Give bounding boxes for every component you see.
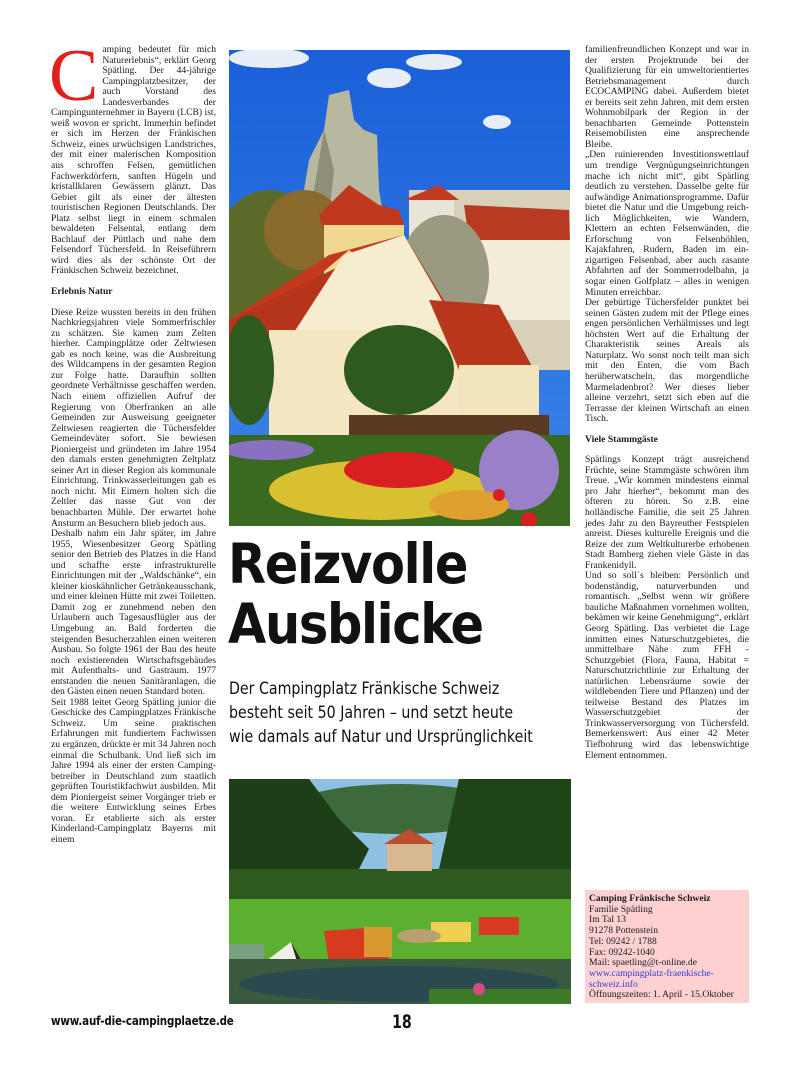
footer-url: www.auf-die-campingplaetze.de bbox=[51, 1014, 234, 1028]
subhead-line-1: Der Campingplatz Fränkische Schweiz bbox=[229, 679, 500, 698]
info-box-mail: Mail: spaetling@t-online.de bbox=[589, 957, 697, 969]
contact-info-box bbox=[585, 890, 749, 1003]
subheadline bbox=[229, 677, 556, 749]
info-box-phone: Tel: 09242 / 1788 bbox=[589, 935, 657, 947]
village-photo-illustration bbox=[229, 50, 570, 526]
subheading-erlebnis-natur: Erlebnis Natur bbox=[51, 286, 113, 298]
info-box-website-link[interactable] bbox=[589, 969, 745, 990]
page-number: 18 bbox=[392, 1011, 412, 1033]
paragraph: Der gebürtige Tüchersfelder punktet bei seinen Gästen zudem mit der Pflege eines engen persönlichen Verhältnisses und legt höchsten Wert auf die Erhaltung der Charakteristik seines Areals als Naturplatz. Wo sonst noch teilt man sich mit den Enten, die vom Bach herüberwatscheln, das morgendliche Marmeladenbrot? Wer dieses lieber alleine verzehrt, setzt sich eben auf die Terrasse der kleinen Wirtschaft an einen Tisch. bbox=[585, 297, 749, 425]
subhead-line-3: wie damals auf Natur und Ursprünglichkeit bbox=[229, 727, 533, 746]
article-column-right bbox=[585, 45, 749, 761]
info-box-hours: Öffnungszeiten: 1. April - 15.Oktober bbox=[589, 989, 734, 1001]
article-column-left bbox=[49, 35, 216, 845]
info-box-family: Familie Spätling bbox=[589, 903, 653, 915]
info-box-city: 91278 Pottenstein bbox=[589, 925, 659, 937]
website-line-2: schweiz.info bbox=[589, 978, 638, 990]
headline-line-2: Ausblicke bbox=[228, 592, 483, 656]
subhead-line-2: besteht seit 50 Jahren – und setzt heute bbox=[229, 703, 514, 722]
paragraph: Deshalb nahm ein Jahr später, im Jahre 1955, Wiesenbesitzer Georg Spätling senior den Betrieb des Platzes in die Hand und schaffte erste infrastrukturelle Einrichtungen mit der „Waldschänke“, ein kleiner kioskähnlicher Getränkeausschank, und einer kleinen Hütte mit zwei Toiletten. Damit zog er zunehmend neben den Urlaubern auch Tagesausflügler aus der Umgebung an. Bald forderten die steigenden Besucherzahlen einen weiteren Ausbau. So folgte 1961 der Bau des heute noch existierenden Wirtschaftsgebäudes mit Aufenthalts- und Gastraum. 1977 entstanden die neuen Sanitäranlagen, die den Gästen einen neuen Standard boten. bbox=[51, 528, 216, 698]
info-box-title: Camping Fränkische Schweiz bbox=[589, 893, 711, 904]
intro-paragraph: Camping bedeutet für mich Naturerlebnis“, erklärt Georg Spätling. Der 44-jährige Campingplatzbesitzer, der auch Vorstand des Landesverbandes der Campingunternehmer in Bayern (LCB) ist, weiß wovon er spricht. Immerhin befindet er sich im Herzen der Fränkischen Schweiz, eines urwüchsigen Landstriches, der mit einer malerischen Komposition aus schroffen Felsen, gemütlichen Fachwerkdörfern, sanften Hügeln und kristallklaren Gewässern glänzt. Das Gebiet gilt als einer der ältesten touristischen Regionen Deutschlands. Der Platz selbst liegt in einem schmalen bewaldeten Felsental, entlang dem Bachlauf der Püttlach und nahe dem Felsendorf Tüchersfeld. In Reiseführern wird dies als der schönste Ort der Fränkischen Schweiz bezeichnet. bbox=[49, 35, 216, 277]
paragraph: Spätlings Konzept trägt ausreichend Früchte, seine Stammgäste schwören ihm Treue. „Wir kommen mindestens einmal pro Jahr hierher“, bekommt man des öfteren zu hören. So z.B. eine holländische Familie, die seit 25 Jahren jedes Jahr zu den Bayreuther Festspielen anreist. Dieses kulturelle Ereignis und die Reize der zum Weltkulturerbe erhobenen Stadt Bamberg ziehen viele Gäste in das Frankenidyll. bbox=[585, 454, 749, 571]
website-line-1: www.campingplatz-fraenkische- bbox=[589, 967, 714, 979]
subheading-viele-stammgaeste: Viele Stammgäste bbox=[585, 433, 658, 445]
paragraph: familienfreundlichen Konzept und war in der ersten Projektrunde bei der Qualifizierung für ein umweltorientiertes Betriebsmanagement durch ECOCAMPING dabei. Außerdem bietet er bereits seit zehn Jahren, mit dem ersten Wohnmobilpark der Region in der benachbarten Gemeinde Pottenstein Reisemobilisten eine ansprechende Bleibe. bbox=[585, 44, 749, 150]
drop-cap: C bbox=[49, 35, 99, 117]
paragraph: Diese Reize wussten bereits in den frühen Nachkriegsjahren viele Sommerfrischler zu schätzen. Sie kamen zum Zelten hierher. Campingplätze oder Zeltwiesen gab es noch keine, was die Ausbreitung des Wildcampens in der gesamten Region zur Folge hatte. Daraufhin sollten geordnete Verhältnisse geschaffen werden. Nach einem offiziellen Aufruf der Regierung von Oberfranken an alle Gemeinden zur Ausweisung geeigneter Zeltwiesen reagierten die Tüchersfelder Gemeindeväter sofort. Sie bewiesen Pioniergeist und gründeten im Jahre 1954 den damals ersten genehmigten Zeltplatz seiner Art in dieser Region als kommunale Einrichtung. Trinkwasserleitungen gab es noch nicht. Mit Eimern holten sich die Zeltler das nasse Gut von der benachbarten Mühle. Der erwartet hohe Ansturm an Besuchern blieb jedoch aus. bbox=[51, 306, 216, 529]
headline bbox=[228, 534, 539, 654]
info-box-street: Im Tal 13 bbox=[589, 914, 626, 926]
info-box-fax: Fax: 09242-1040 bbox=[589, 946, 655, 958]
paragraph: Und so soll`s bleiben: Persönlich und bodenständig, naturverbunden und romantisch. „Selbst wenn wir größere bauliche Maßnahmen vornehmen wollten, bekämen wir keine Genehmigung“, erklärt Georg Spätling. Das verbietet die Lage inmitten eines Naturschutzgebietes, die unmittelbare Nähe zum FFH - Schutzgebiet (Flora, Fauna, Habitat = Naturschutzrichtlinie zur Erhaltung der natürlichen Lebensräume sowie der wildlebenden Tiere und Pflanzen) und der teilweise Bestand des Platzes im Wasserschutzgebiet der Trinkwasserversorgung von Tüchersfeld. Bemerkenswert: Aus einer 42 Meter Tiefbohrung wird das lebenswichtige Element entnommen. bbox=[585, 570, 749, 761]
campsite-photo bbox=[229, 779, 571, 1004]
paragraph: Seit 1988 leitet Georg Spätling junior die Geschicke des Campingplatzes Fränkische Schweiz. Um seine praktischen Erfahrungen mit fundiertem Fachwissen zu ergänzen, drückte er mit 34 Jahren noch einmal die Schulbank. Und ließ sich im Jahre 1994 als einer der ersten Campingbetreiber in Deutschland zum staatlich geprüften Touristikfachwirt ausbilden. Mit dem Pioniergeist seiner Vorgänger trieb er die weitere Entwicklung seines Erbes voran. Er etablierte sich als erster Kinderland-Campingplatz Bayerns mit einem bbox=[51, 696, 216, 845]
paragraph: „Den ruinierenden Investitionswettlauf um trendige Vergnügungseinrichtungen mache ich nicht mit“, gibt Spätling deutlich zu verstehen. Dasselbe gelte für aufwändige Animationsprogramme. Dafür bietet die Natur und die Umgebung reichlich Möglichkeiten, wie Wandern, Klettern an echten Felsenwänden, die Erforschung von Felsenhöhlen, Kajakfahren, Rudern, Baden im einzigartigen Felsenbad, aber auch rasante Abfahrten auf der Sommerrodelbahn, ja sogar einen Golfplatz – alles in wenigen Minuten erreichbar. bbox=[585, 149, 749, 298]
headline-line-1: Reizvolle bbox=[228, 532, 468, 596]
campsite-photo-illustration bbox=[229, 779, 571, 1004]
village-photo bbox=[229, 50, 570, 526]
